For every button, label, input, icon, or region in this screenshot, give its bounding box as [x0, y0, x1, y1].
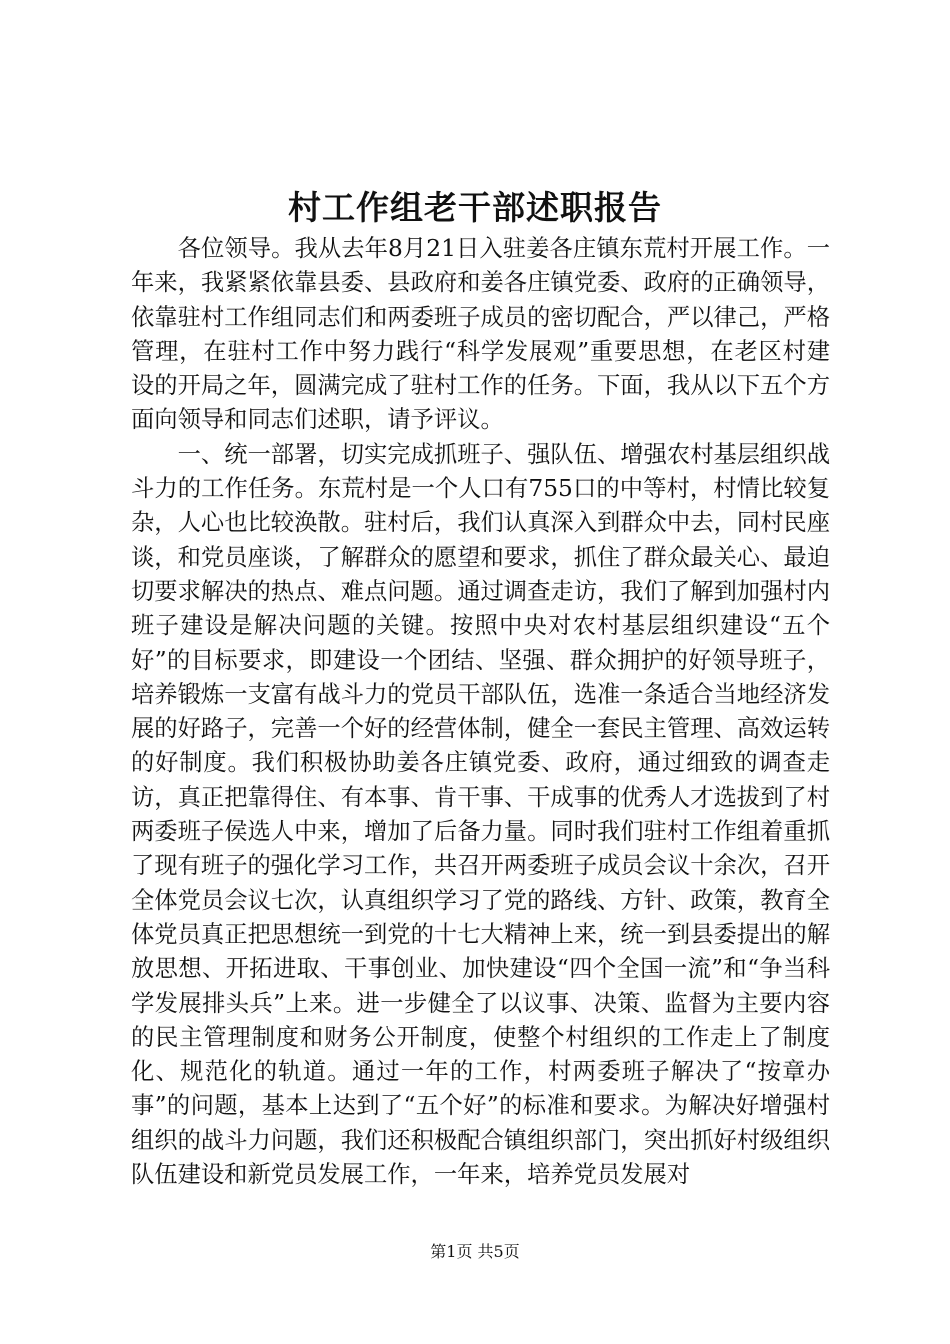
page-number-footer: 第1页 共5页	[430, 1242, 520, 1261]
document-title: 村工作组老干部述职报告	[288, 188, 662, 227]
paragraph-section-one: 一、统一部署，切实完成抓班子、强队伍、增强农村基层组织战斗力的工作任务。东荒村是一个人口有755口的中等村，村情比较复杂，人心也比较涣散。驻村后，我们认真深入到群众中去，同村民座谈，和党员座谈，了解群众的愿望和要求，抓住了群众最关心、最迫切要求解决的热点、难点问题。通过调查走访，我们了解到加强村内班子建设是解决问题的关键。按照中央对农村基层组织建设“五个好”的目标要求，即建设一个团结、坚强、群众拥护的好领导班子，培养锻炼一支富有战斗力的党员干部队伍，选准一条适合当地经济发展的好路子，完善一个好的经营体制，健全一套民主管理、高效运转的好制度。我们积极协助姜各庄镇党委、政府，通过细致的调查走访，真正把靠得住、有本事、肯干事、干成事的优秀人才选拔到了村两委班子侯选人中来，增加了后备力量。同时我们驻村工作组着重抓了现有班子的强化学习工作，共召开两委班子成员会议十余次，召开全体党员会议七次，认真组织学习了党的路线、方针、政策，教育全体党员真正把思想统一到党的十七大精神上来，统一到县委提出的解放思想、开拓进取、干事创业、加快建设“四个全国一流”和“争当科学发展排头兵”上来。进一步健全了以议事、决策、监督为主要内容的民主管理制度和财务公开制度，使整个村组织的工作走上了制度化、规范化的轨道。通过一年的工作，村两委班子解决了“按章办事”的问题，基本上达到了“五个好”的标准和要求。为解决好增强村组织的战斗力问题，我们还积极配合镇组织部门，突出抓好村级组织队伍建设和新党员发展工作，一年来，培养党员发展对	[131, 440, 830, 1189]
paragraph-opening: 各位领导。我从去年8月21日入驻姜各庄镇东荒村开展工作。一年来，我紧紧依靠县委、县政府和姜各庄镇党委、政府的正确领导，依靠驻村工作组同志们和两委班子成员的密切配合，严以律己，严格管理，在驻村工作中努力践行“科学发展观”重要思想，在老区村建设的开局之年，圆满完成了驻村工作的任务。下面，我从以下五个方面向领导和同志们述职，请予评议。	[131, 235, 830, 434]
document-body	[131, 232, 830, 1192]
